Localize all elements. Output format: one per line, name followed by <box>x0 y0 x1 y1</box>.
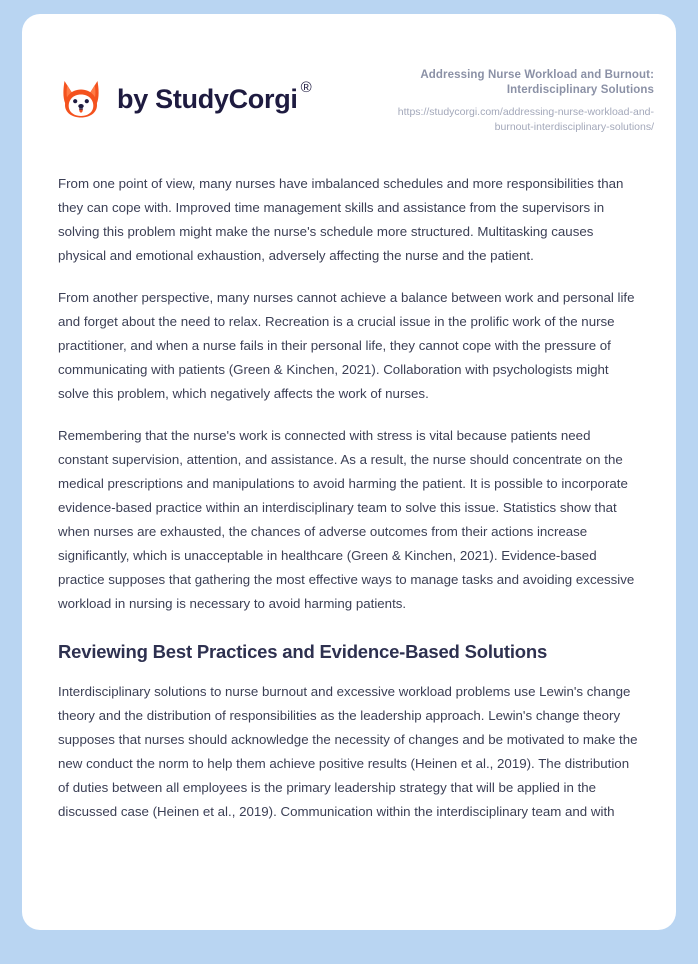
document-url[interactable]: https://studycorgi.com/addressing-nurse-workload-and-burnout-interdisciplinary-solutions/ <box>397 106 654 133</box>
article-paragraph: From one point of view, many nurses have imbalanced schedules and more responsibilities than they can cope with. Improved time management skills and assistance from the supervisors in solving this problem might make the nurse's schedule more structured. Multitasking causes physical and emotional exhaustion, adversely affecting the nurse and the patient. <box>58 175 624 263</box>
article-paragraph: From another perspective, many nurses cannot achieve a balance between work and personal life and forget about the need to relax. Recreation is a crucial issue in the prolific work of the nurse practitioner, and when a nurse fails in their personal life, they cannot cope with the pressure of communicating with patients (Green & Kinchen, 2021). Collaboration with psychologists might solve this problem, which negatively affects the work of nurses. <box>58 289 635 401</box>
article-paragraph: Remembering that the nurse's work is connected with stress is vital because patients need constant supervision, attention, and assistance. As a result, the nurse should concentrate on the medical prescriptions and manipulations to avoid harming the patient. It is possible to incorporate evidence-based practice within an interdisciplinary team to solve this issue. Statistics show that when nurses are exhausted, the chances of adverse outcomes from their actions increase significantly, which is unacceptable in healthcare (Green & Kinchen, 2021). Evidence-based practice supposes that gathering the most effective ways to manage tasks and avoiding excessive workload in nursing is necessary to avoid harming patients. <box>58 427 635 611</box>
article-paragraph: Interdisciplinary solutions to nurse burnout and excessive workload problems use Lewin's change theory and the distribution of responsibilities as the leadership approach. Lewin's change theory supposes that nurses should acknowledge the necessity of changes and be motivated to make the new conduct the norm to help them achieve positive results (Heinen et al., 2019). The distribution of duties between all employees is the primary leadership strategy that will be applied in the discussed case (Heinen et al., 2019). Communication within the interdisciplinary team and with <box>58 683 638 819</box>
registered-trademark-icon: ® <box>300 78 312 96</box>
article-body <box>22 172 676 824</box>
section-heading: Reviewing Best Practices and Evidence-Based Solutions <box>58 640 548 662</box>
brand-wordmark <box>117 78 312 114</box>
document-page-card <box>22 14 676 930</box>
brand-name-text: by StudyCorgi <box>117 83 298 114</box>
document-meta <box>364 62 654 134</box>
corgi-logo-icon <box>58 76 104 122</box>
document-header <box>22 14 676 134</box>
document-title: Addressing Nurse Workload and Burnout: Interdisciplinary Solutions <box>420 69 654 97</box>
brand-lockup <box>58 62 311 122</box>
